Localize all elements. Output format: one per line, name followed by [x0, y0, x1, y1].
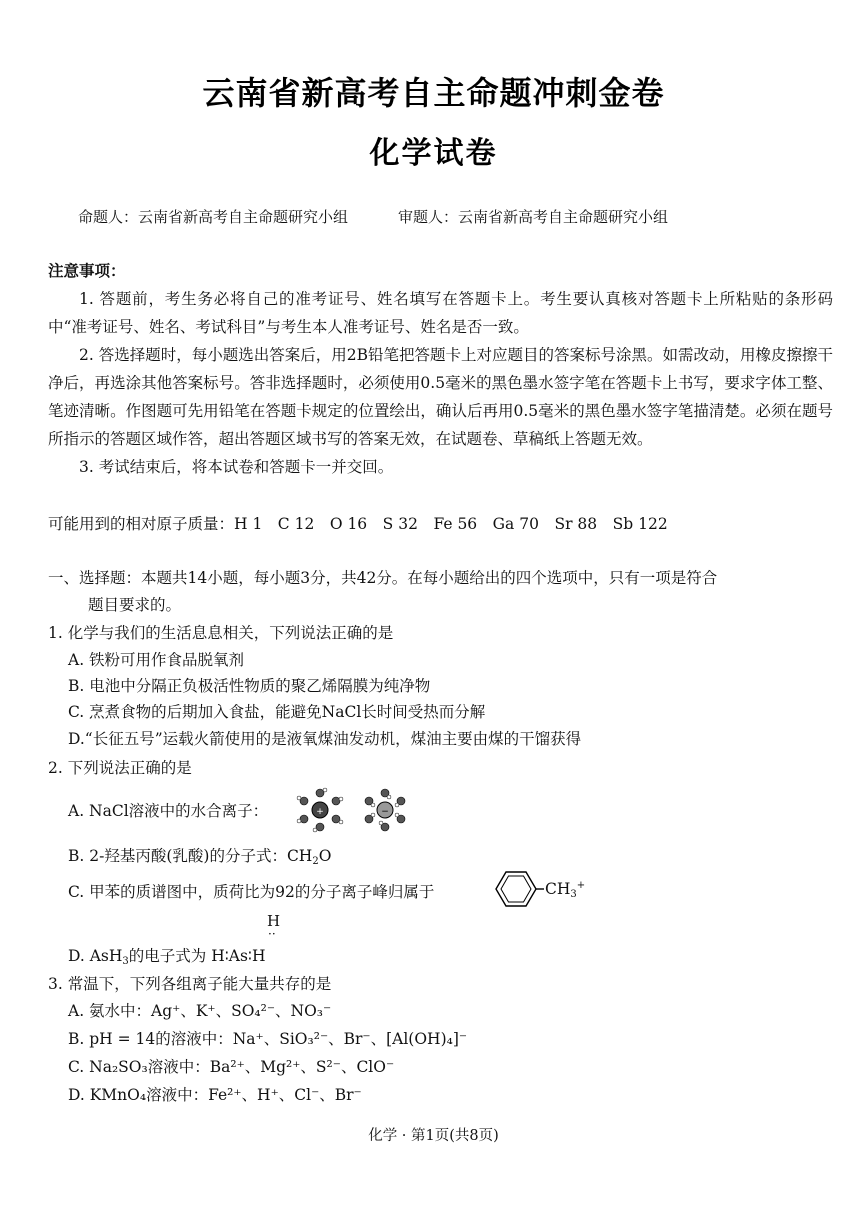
question-1-option-a: A. 铁粉可用作食品脱氧剂	[68, 651, 245, 669]
question-1-option-b: B. 电池中分隔正负极活性物质的聚乙烯隔膜为纯净物	[68, 677, 431, 695]
benzene-ring-icon	[486, 868, 546, 910]
question-3-option-a: A. 氨水中：Ag⁺、K⁺、SO₄²⁻、NO₃⁻	[68, 1002, 332, 1020]
hydrated-ions-figure	[290, 788, 420, 832]
atomic-masses: 可能用到的相对原子质量：H 1 C 12 O 16 S 32 Fe 56 Ga 70 Sr 88 Sb 122	[48, 515, 668, 533]
electron-formula-top-h: H	[267, 912, 281, 930]
question-2-stem: 2. 下列说法正确的是	[48, 759, 192, 777]
question-2-option-a	[68, 799, 268, 821]
section-1-line1: 一、选择题：本题共14小题，每小题3分，共42分。在每小题给出的四个选项中，只有一项是符合	[48, 569, 718, 587]
hydrated-cation-icon	[297, 788, 343, 832]
electron-formula: H∶As∶H	[211, 947, 266, 965]
notice-item-2: 2. 答选择题时，每小题选出答案后，用2B铅笔把答题卡上对应题目的答案标号涂黑。如需改动，用橡皮擦擦干净后，再选涂其他答案标号。答非选择题时，必须使用0.5毫米的黑色墨水签字笔在答题卡上书写，要求字体工整、笔迹清晰。作图题可先用铅笔在答题卡规定的位置绘出，确认后再用0.5毫米的黑色墨水签字笔描清楚。必须在题号所指示的答题区域作答，超出答题区域书写的答案无效，在试题卷、草稿纸上答题无效。	[48, 346, 833, 448]
exam-subtitle: 化学试卷	[369, 136, 498, 171]
question-1-option-c: C. 烹煮食物的后期加入食盐，能避免NaCl长时间受热而分解	[68, 703, 486, 721]
notice-item-3: 3. 考试结束后，将本试卷和答题卡一并交回。	[79, 458, 394, 476]
question-1-option-d: D.“长征五号”运载火箭使用的是液氧煤油发动机，煤油主要由煤的干馏获得	[68, 730, 582, 748]
author-text: 命题人：云南省新高考自主命题研究小组	[78, 208, 349, 226]
question-2-option-d: D. AsH$_3$的电子式为 H∶As∶H	[68, 947, 266, 967]
page-footer: 化学 · 第1页(共8页)	[368, 1128, 499, 1144]
electron-formula-dots: ··	[268, 927, 276, 941]
section-1-heading	[48, 565, 838, 619]
question-3-option-d: D. KMnO₄溶液中：Fe²⁺、H⁺、Cl⁻、Br⁻	[68, 1086, 362, 1104]
question-3-stem: 3. 常温下，下列各组离子能大量共存的是	[48, 975, 332, 993]
question-2-option-c: C. 甲苯的质谱图中，质荷比为92的分子离子峰归属于	[68, 883, 435, 901]
question-2-option-a-text: A. NaCl溶液中的水合离子：	[68, 802, 269, 820]
question-3-option-c: C. Na₂SO₃溶液中：Ba²⁺、Mg²⁺、S²⁻、ClO⁻	[68, 1058, 395, 1076]
hydrated-anion-icon	[365, 789, 405, 831]
question-2-option-b: B. 2-羟基丙酸(乳酸)的分子式：$CH_2O$	[68, 847, 332, 867]
notice-section	[48, 257, 833, 481]
exam-title: 云南省新高考自主命题冲刺金卷	[202, 74, 665, 112]
svg-text:−: −	[381, 807, 389, 817]
notice-heading: 注意事项：	[48, 262, 126, 280]
svg-text:+: +	[316, 807, 324, 817]
authors-line	[78, 206, 838, 227]
notice-item-1: 1. 答题前，考生务必将自己的准考证号、姓名填写在答题卡上。考生要认真核对答题卡上所粘贴的条形码中“准考证号、姓名、考试科目”与考生本人准考证号、姓名是否一致。	[48, 290, 833, 336]
question-1-stem: 1. 化学与我们的生活息息相关，下列说法正确的是	[48, 624, 394, 642]
question-3-option-b: B. pH = 14的溶液中：Na⁺、SiO₃²⁻、Br⁻、[Al(OH)₄]⁻	[68, 1030, 468, 1048]
methyl-group-label: $CH_3^+$	[545, 880, 586, 900]
reviewer-text: 审题人：云南省新高考自主命题研究小组	[398, 208, 669, 226]
section-1-line2: 题目要求的。	[88, 596, 182, 614]
